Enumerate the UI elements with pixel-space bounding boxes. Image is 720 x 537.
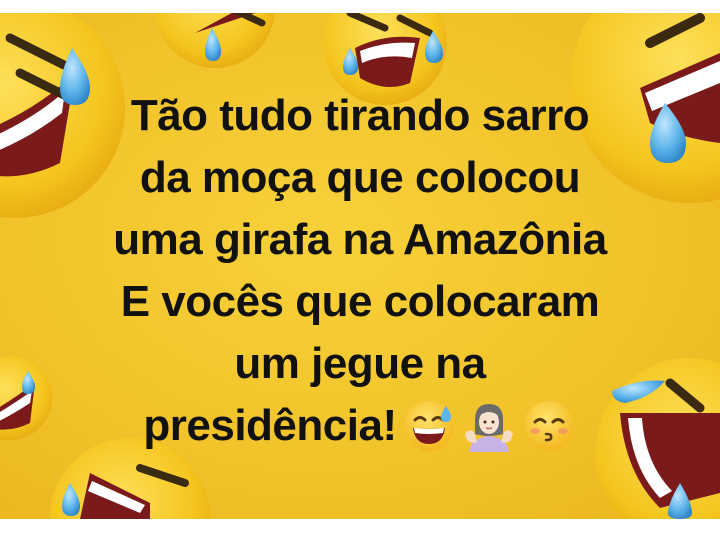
meme-line-4: E vocês que colocaram <box>120 277 600 326</box>
meme-line-1: Tão tudo tirando sarro <box>130 91 590 140</box>
kissing-smiling-eyes-emoji <box>521 398 577 454</box>
meme-poster <box>0 13 720 519</box>
meme-line-6: presidência! <box>143 401 397 450</box>
meme-text <box>0 85 720 457</box>
meme-last-line <box>143 395 576 457</box>
meme-line-6-wrapper <box>0 395 720 457</box>
meme-line-2: da moça que colocou <box>139 153 581 202</box>
meme-line-3: uma girafa na Amazônia <box>113 215 607 264</box>
laughing-face-top-center <box>155 13 275 68</box>
grinning-sweat-emoji <box>401 398 457 454</box>
meme-line-5: um jegue na <box>234 339 486 388</box>
woman-shrugging-emoji <box>461 398 517 454</box>
